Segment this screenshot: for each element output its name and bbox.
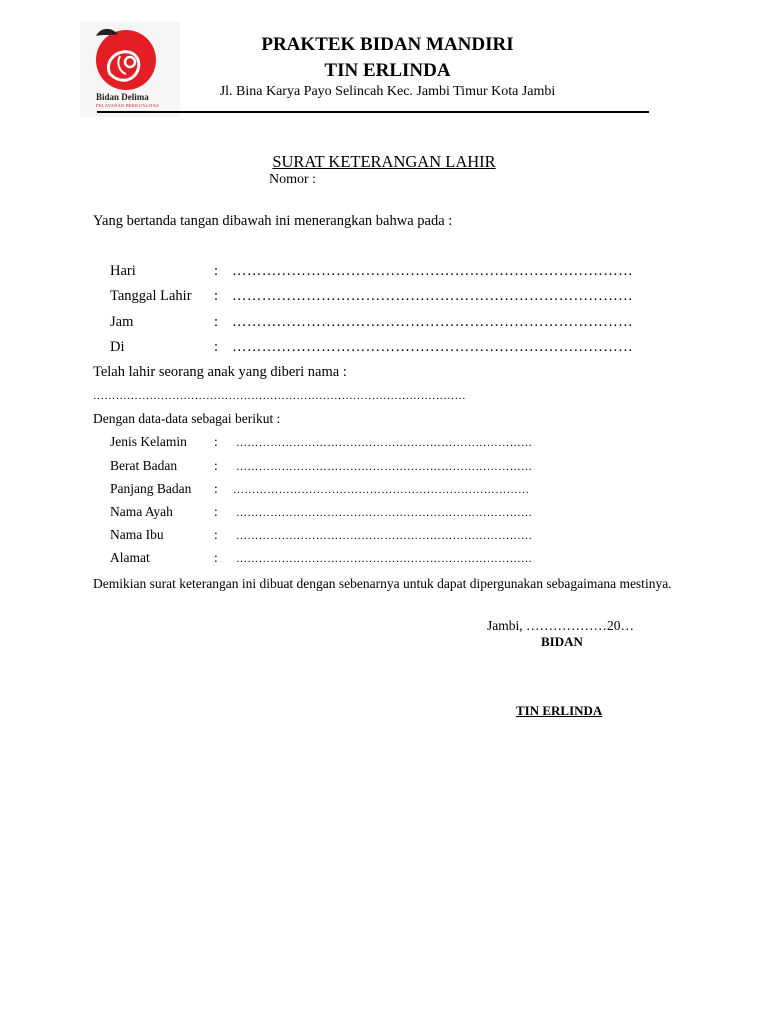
- field-label-nama-ayah: Nama Ayah: [110, 504, 173, 519]
- field-label-di: Di: [110, 339, 125, 355]
- field-colon: :: [214, 481, 218, 496]
- intro-text: Yang bertanda tangan dibawah ini menerangkan bahwa pada :: [93, 213, 453, 229]
- field-blank-berat-badan: ……………………………………………………………………: [236, 461, 533, 473]
- signer-role: BIDAN: [541, 634, 583, 649]
- field-colon: :: [214, 288, 219, 304]
- document-title: SURAT KETERANGAN LAHIR: [272, 152, 496, 171]
- field-label-berat-badan: Berat Badan: [110, 458, 178, 473]
- child-name-blank: ………………………………………………………………………………………: [93, 390, 466, 402]
- field-colon: :: [214, 434, 218, 449]
- place-date: Jambi, ………………20…: [487, 618, 634, 633]
- field-blank-alamat: ……………………………………………………………………: [236, 553, 533, 565]
- field-blank-nama-ayah: ……………………………………………………………………: [236, 507, 533, 519]
- logo-title: Bidan Delima: [96, 92, 149, 102]
- field-label-hari: Hari: [110, 263, 136, 279]
- field-blank-jam: ………………………………………………………………………: [232, 314, 633, 330]
- field-blank-hari: ………………………………………………………………………: [232, 263, 633, 279]
- header-divider: [97, 111, 649, 113]
- field-label-jenis-kelamin: Jenis Kelamin: [110, 434, 187, 449]
- field-colon: :: [214, 314, 219, 330]
- midwife-name: TIN ERLINDA: [324, 60, 451, 81]
- field-label-alamat: Alamat: [110, 550, 150, 565]
- document-number: Nomor :: [269, 172, 317, 187]
- field-blank-panjang-badan: ……………………………………………………………………: [233, 484, 530, 496]
- field-label-tanggal-lahir: Tanggal Lahir: [110, 288, 192, 304]
- closing-paragraph: Demikian surat keterangan ini dibuat dengan sebenarnya untuk dapat dipergunakan sebagaimana mestinya.: [93, 576, 672, 591]
- born-text: Telah lahir seorang anak yang diberi nama :: [93, 364, 347, 380]
- field-colon: :: [214, 504, 218, 519]
- field-colon: :: [214, 527, 218, 542]
- field-label-jam: Jam: [110, 314, 134, 330]
- logo-tagline: PELAYANAN BERKUALITAS: [96, 103, 159, 108]
- clinic-name: PRAKTEK BIDAN MANDIRI: [261, 34, 514, 55]
- field-blank-di: ………………………………………………………………………: [232, 339, 633, 355]
- clinic-address: Jl. Bina Karya Payo Selincah Kec. Jambi Timur Kota Jambi: [219, 84, 556, 99]
- field-blank-jenis-kelamin: ……………………………………………………………………: [236, 437, 533, 449]
- data-intro: Dengan data-data sebagai berikut :: [93, 411, 281, 426]
- field-label-panjang-badan: Panjang Badan: [110, 481, 192, 496]
- field-colon: :: [214, 458, 218, 473]
- signatory-name: TIN ERLINDA: [516, 703, 603, 718]
- field-blank-tanggal-lahir: ………………………………………………………………………: [232, 288, 633, 304]
- field-blank-nama-ibu: ……………………………………………………………………: [236, 530, 533, 542]
- field-colon: :: [214, 339, 219, 355]
- field-colon: :: [214, 263, 219, 279]
- field-label-nama-ibu: Nama Ibu: [110, 527, 164, 542]
- field-colon: :: [214, 550, 218, 565]
